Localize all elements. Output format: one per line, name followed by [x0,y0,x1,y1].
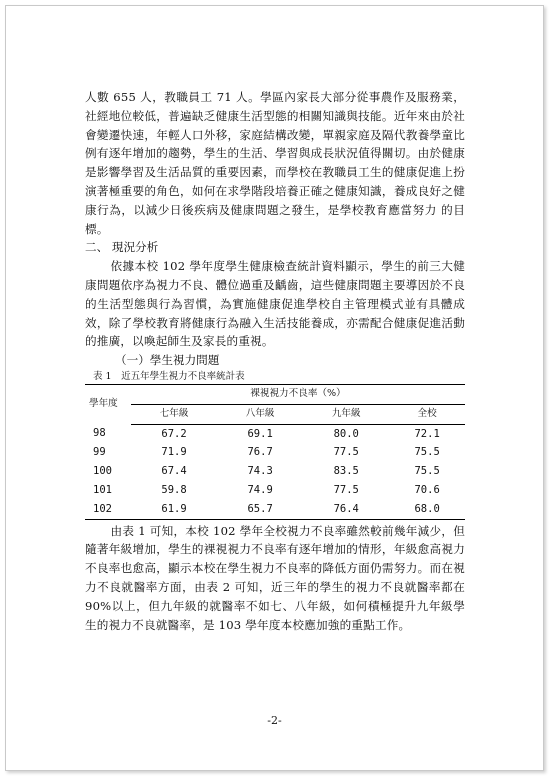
table-caption: 表 1 近五年學生視力不良率統計表 [93,370,245,382]
table-cell: 76.7 [247,446,273,459]
page-number: -2- [267,714,282,727]
table-row [85,443,465,462]
table-row [85,481,465,500]
table-cell: 71.9 [161,446,187,459]
table-row [85,500,465,519]
table-cell: 72.1 [414,427,440,440]
column-header: 七年級 [131,404,217,424]
table-cell: 75.5 [414,465,440,478]
table-cell: 70.6 [414,483,440,496]
conclusion-paragraph: 由表 1 可知，本校 102 學年全校視力不良率雖然較前幾年減少，但隨著年級增加，學生的裸視視力不良率有逐年增加的情形，年級愈高視力不良率也愈高，顯示本校在學生視力不良率的降低方面仍需努力。而在視力不良就醫率方面，由表 2 可知，近三年的學生的視力不良就醫率都在 90%以上，但九年級的就醫率不如七、八年級，如何積極提升九年級學生的視力不良就醫率，是 103 學年度本校應加強的重點工作。 [85,523,465,632]
table-cell: 69.1 [247,427,273,440]
group-header: 裸視視力不良率（%） [131,384,465,404]
table-cell: 68.0 [414,502,440,515]
table-cell: 77.5 [333,446,359,459]
table-cell: 83.5 [333,465,359,478]
table-cell: 61.9 [161,502,187,515]
table-cell: 67.2 [161,427,187,440]
vision-table [85,384,465,520]
table-cell: 74.3 [247,465,273,478]
table-cell: 77.5 [333,483,359,496]
year-header: 學年度 [89,398,118,410]
intro-paragraph: 人數 655 人，教職員工 71 人。學區內家長大部分從事農作及服務業，社經地位較低，普遍缺乏健康生活型態的相關知識與技能。近年來由於社會變遷快速，年輕人口外移，家庭結構改變，單親家庭及隔代教養學童比例有逐年增加的趨勢，學生的生活、學習與成長狀況值得關切。由於健康是影響學習及生活品質的重要因素，而學校在教職員工生的健康促進上扮演著極重要的角色，如何在求學階段培養正確之健康知識，養成良好之健康行為，以減少日後疾病及健康問題之發生，是學校教育應當努力 的目標。 [85,90,465,236]
column-header: 全校 [389,404,465,424]
table-cell: 74.9 [247,483,273,496]
column-header: 九年級 [303,404,389,424]
table-cell: 102 [93,502,112,515]
table-cell: 59.8 [161,483,187,496]
table-cell: 80.0 [333,427,359,440]
column-header: 八年級 [217,404,303,424]
section-heading: 二、 現況分析 [85,240,159,255]
table-row [85,462,465,481]
table-cell: 99 [93,446,106,459]
table-cell: 100 [93,465,112,478]
vision-subheading: （一）學生視力問題 [115,353,220,368]
table-cell: 101 [93,483,112,496]
table-cell: 67.4 [161,465,187,478]
table-cell: 75.5 [414,446,440,459]
table-cell: 76.4 [333,502,359,515]
table-cell: 98 [93,427,106,440]
document-body [85,88,465,634]
table-row [85,424,465,443]
analysis-paragraph: 依據本校 102 學年度學生健康檢查統計資料顯示，學生的前三大健康問題依序為視力不良、體位過重及齲齒，這些健康問題主要導因於不良的生活型態與行為習慣，為實施健康促進學校自主管理模式並有具體成效，除了學校教育將健康行為融入生活技能養成，亦需配合健康促進活動的推廣，以喚起師生及家長的重視。 [85,259,465,349]
table-cell: 65.7 [247,502,273,515]
